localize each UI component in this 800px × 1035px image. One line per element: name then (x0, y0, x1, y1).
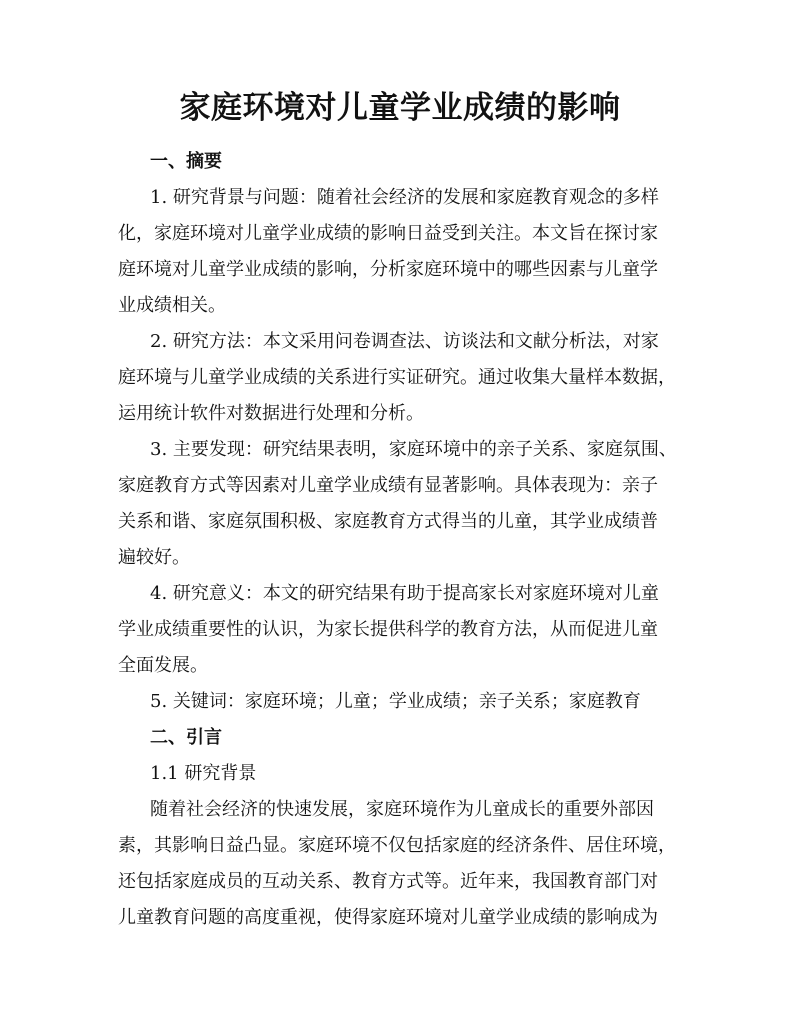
paragraph-line: 3. 主要发现：研究结果表明，家庭环境中的亲子关系、家庭氛围、 (150, 439, 677, 460)
paragraph-line: 遍较好。 (118, 547, 190, 568)
section-heading-introduction: 二、引言 (150, 727, 222, 748)
paragraph-line: 1. 研究背景与问题：随着社会经济的发展和家庭教育观念的多样 (150, 187, 659, 208)
paragraph-line: 儿童教育问题的高度重视，使得家庭环境对儿童学业成绩的影响成为 (118, 907, 658, 928)
paragraph-line: 随着社会经济的快速发展，家庭环境作为儿童成长的重要外部因 (150, 799, 654, 820)
subsection-heading: 1.1 研究背景 (150, 763, 257, 784)
paragraph-line: 关系和谐、家庭氛围积极、家庭教育方式得当的儿童，其学业成绩普 (118, 511, 658, 532)
keywords-line: 5. 关键词：家庭环境；儿童；学业成绩；亲子关系；家庭教育 (150, 691, 641, 712)
paragraph-line: 全面发展。 (118, 655, 208, 676)
paragraph-line: 庭环境对儿童学业成绩的影响，分析家庭环境中的哪些因素与儿童学 (118, 259, 658, 280)
paragraph-line: 家庭教育方式等因素对儿童学业成绩有显著影响。具体表现为：亲子 (118, 475, 658, 496)
document-title: 家庭环境对儿童学业成绩的影响 (179, 90, 621, 126)
paragraph-line: 庭环境与儿童学业成绩的关系进行实证研究。通过收集大量样本数据， (118, 367, 676, 388)
paragraph-line: 2. 研究方法：本文采用问卷调查法、访谈法和文献分析法，对家 (150, 331, 659, 352)
paragraph-line: 还包括家庭成员的互动关系、教育方式等。近年来，我国教育部门对 (118, 871, 658, 892)
paragraph-line: 4. 研究意义：本文的研究结果有助于提高家长对家庭环境对儿童 (150, 583, 659, 604)
paragraph-line: 运用统计软件对数据进行处理和分析。 (118, 403, 424, 424)
paragraph-line: 化，家庭环境对儿童学业成绩的影响日益受到关注。本文旨在探讨家 (118, 223, 658, 244)
paragraph-line: 素，其影响日益凸显。家庭环境不仅包括家庭的经济条件、居住环境， (118, 835, 676, 856)
paragraph-line: 学业成绩重要性的认识，为家长提供科学的教育方法，从而促进儿童 (118, 619, 658, 640)
section-heading-abstract: 一、摘要 (150, 151, 222, 172)
paragraph-line: 业成绩相关。 (118, 295, 226, 316)
